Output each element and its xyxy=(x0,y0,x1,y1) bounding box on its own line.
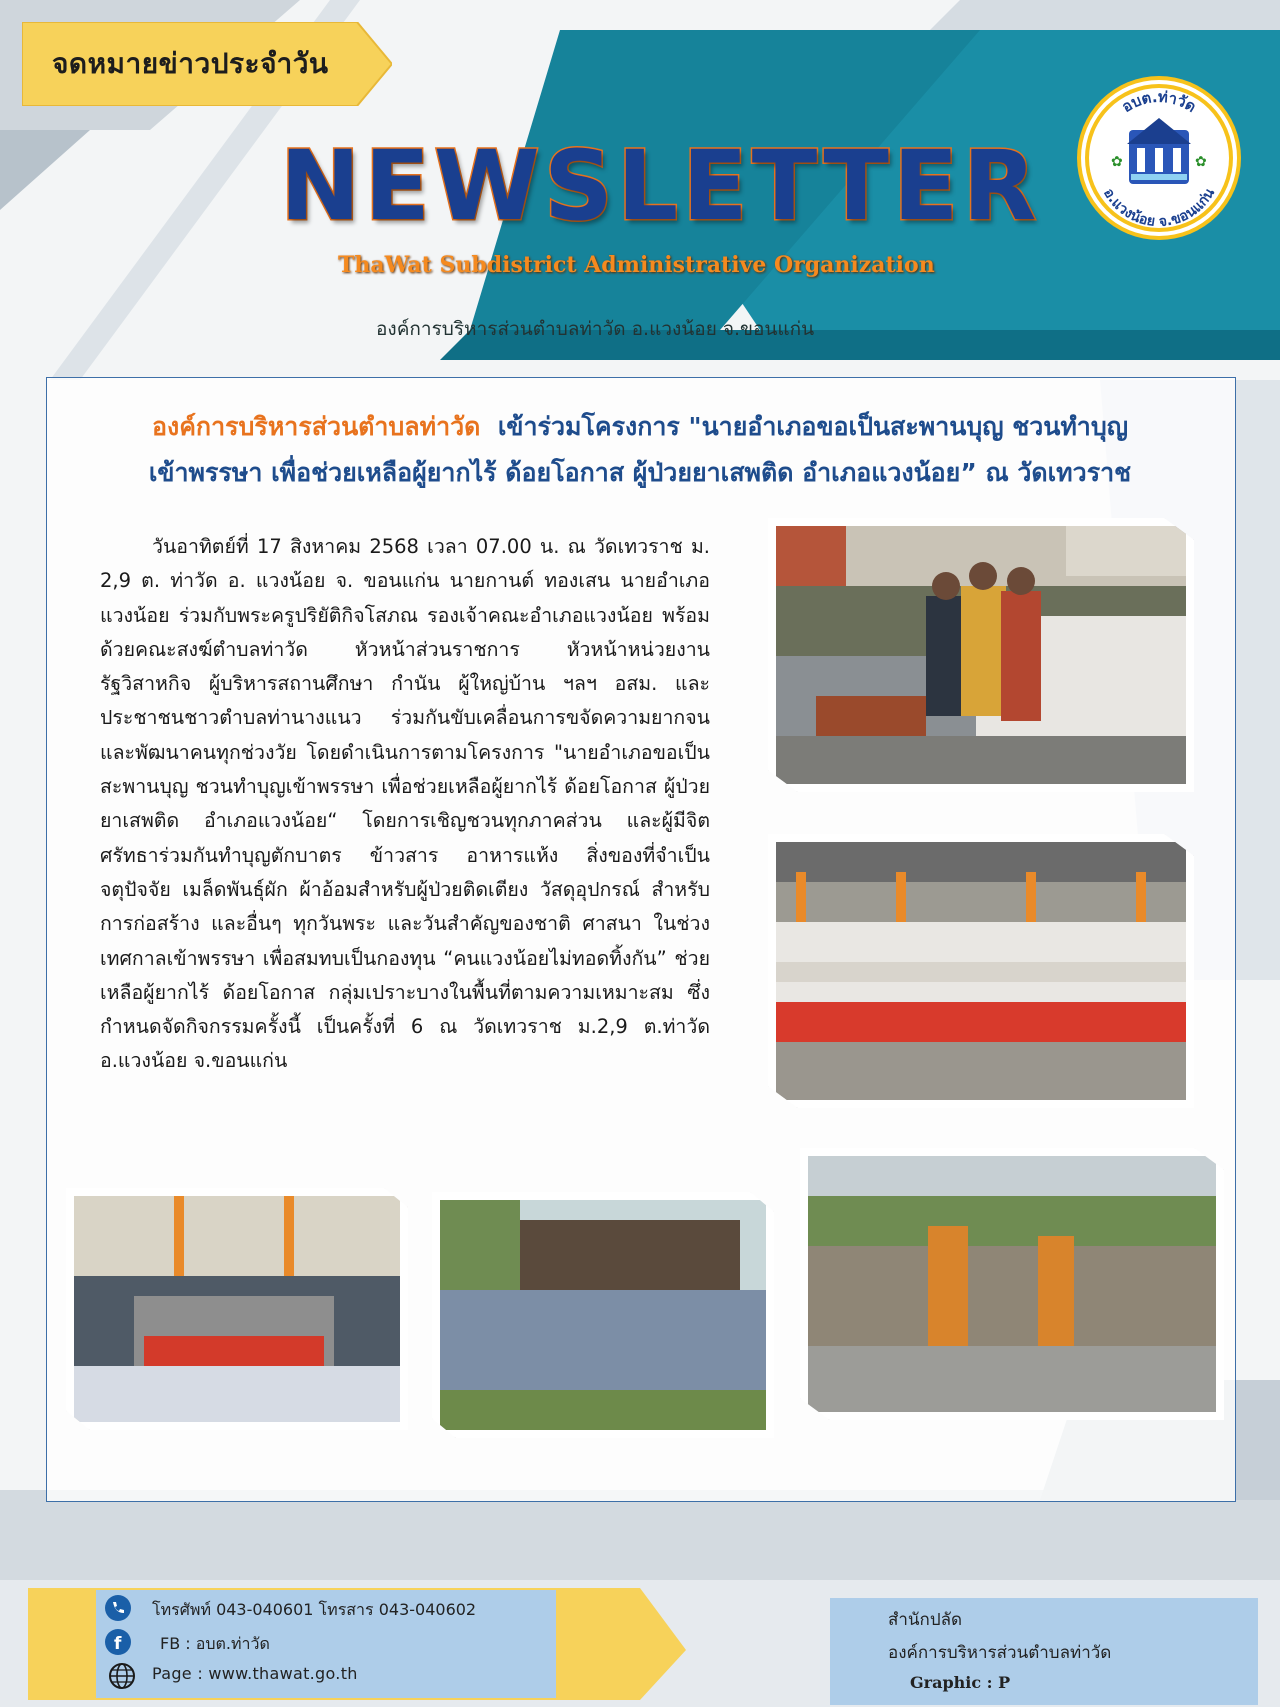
photo-ceremony-officials xyxy=(768,518,1194,792)
article-title-line1: เข้าร่วมโครงการ "นายอำเภอขอเป็นสะพานบุญ ชวนทำบุญ xyxy=(497,412,1129,441)
footer-phone: โทรศัพท์ 043-040601 โทรสาร 043-040602 xyxy=(152,1600,477,1619)
svg-text:f: f xyxy=(114,1634,122,1654)
article-title-org: องค์การบริหารส่วนตำบลท่าวัด xyxy=(151,412,481,441)
organization-logo xyxy=(1075,74,1243,242)
article-title xyxy=(60,404,1220,496)
svg-text:✿: ✿ xyxy=(1195,154,1207,170)
footer-website[interactable]: Page : www.thawat.go.th xyxy=(152,1664,358,1683)
subtitle-thai: องค์การบริหารส่วนตำบลท่าวัด อ.แวงน้อย จ.ขอนแก่น xyxy=(376,318,815,340)
subtitle-english: ThaWat Subdistrict Administrative Organization xyxy=(338,252,935,278)
facebook-icon xyxy=(104,1628,132,1656)
article-body: วันอาทิตย์ที่ 17 สิงหาคม 2568 เวลา 07.00 น. ณ วัดเทวราช ม. 2,9 ต. ท่าวัด อ. แวงน้อย จ. ขอนแก่น นายกานต์ ทองเสน นายอำเภอแวงน้อย ร่วมกับพระครูปริยัติกิจโสภณ รองเจ้าคณะอำเภอแวงน้อย พร้อมด้วยคณะสงฆ์ตำบลท่าวัด หัวหน้าส่วนราชการ หัวหน้าหน่วยงานรัฐวิสาหกิจ ผู้บริหารสถานศึกษา กำนัน ผู้ใหญ่บ้าน ฯลฯ อสม. และประชาชนชาวตำบลท่านางแนว ร่วมกันขับเคลื่อนการขจัดความยากจน และพัฒนาคนทุกช่วงวัย โดยดำเนินการตามโครงการ "นายอำเภอขอเป็นสะพานบุญ ชวนทำบุญเข้าพรรษา เพื่อช่วยเหลือผู้ยากไร้ ด้อยโอกาส ผู้ป่วยยาเสพติด อำเภอแวงน้อย“ โดยการเชิญชวนทุกภาคส่วน และผู้มีจิตศรัทธาร่วมกันทำบุญตักบาตร ข้าวสาร อาหารแห้ง สิ่งของที่จำเป็น จตุปัจจัย เมล็ดพันธุ์ผัก ผ้าอ้อมสำหรับผู้ป่วยติดเตียง วัสดุอุปกรณ์ สำหรับการก่อสร้าง และอื่นๆ ทุกวันพระ และวันสำคัญของชาติ ศาสนา ในช่วงเทศกาลเข้าพรรษา เพื่อสมทบเป็นกองทุน “คนแวงน้อยไม่ทอดทิ้งกัน” ช่วยเหลือผู้ยากไร้ ด้อยโอกาส กลุ่มเปราะบางในพื้นที่ตามความเหมาะสม ซึ่งกำหนดจัดกิจกรรมครั้งนี้ เป็นครั้งที่ 6 ณ วัดเทวราช ม.2,9 ต.ท่าวัด อ.แวงน้อย จ.ขอนแก่น xyxy=(100,535,710,1073)
footer-office-line2: องค์การบริหารส่วนตำบลท่าวัด xyxy=(888,1643,1112,1663)
globe-icon xyxy=(108,1662,136,1690)
svg-text:✿: ✿ xyxy=(1111,154,1123,170)
footer-facebook: FB : อบต.ท่าวัด xyxy=(160,1634,270,1653)
photo-donation-group xyxy=(66,1188,408,1430)
photo-house-visit xyxy=(432,1192,774,1438)
section-tag-label: จดหมายข่าวประจำวัน xyxy=(52,47,329,80)
photo-alms-monks xyxy=(800,1148,1224,1420)
phone-icon xyxy=(104,1594,132,1622)
headline: NEWSLETTER xyxy=(280,130,1041,242)
article-title-line2: เข้าพรรษา เพื่อช่วยเหลือผู้ยากไร้ ด้อยโอกาส ผู้ป่วยยาเสพติด อำเภอแวงน้อย” ณ วัดเทวราช xyxy=(148,458,1132,487)
footer-graphic-credit: Graphic : P xyxy=(910,1673,1011,1692)
svg-text:อบต.ท่าวัด: อบต.ท่าวัด xyxy=(1118,87,1200,117)
photo-crowd-hall xyxy=(768,834,1194,1108)
footer-office-line1: สำนักปลัด xyxy=(888,1610,963,1630)
svg-text:อ.แวงน้อย จ.ขอนแก่น: อ.แวงน้อย จ.ขอนแก่น xyxy=(1100,185,1218,231)
